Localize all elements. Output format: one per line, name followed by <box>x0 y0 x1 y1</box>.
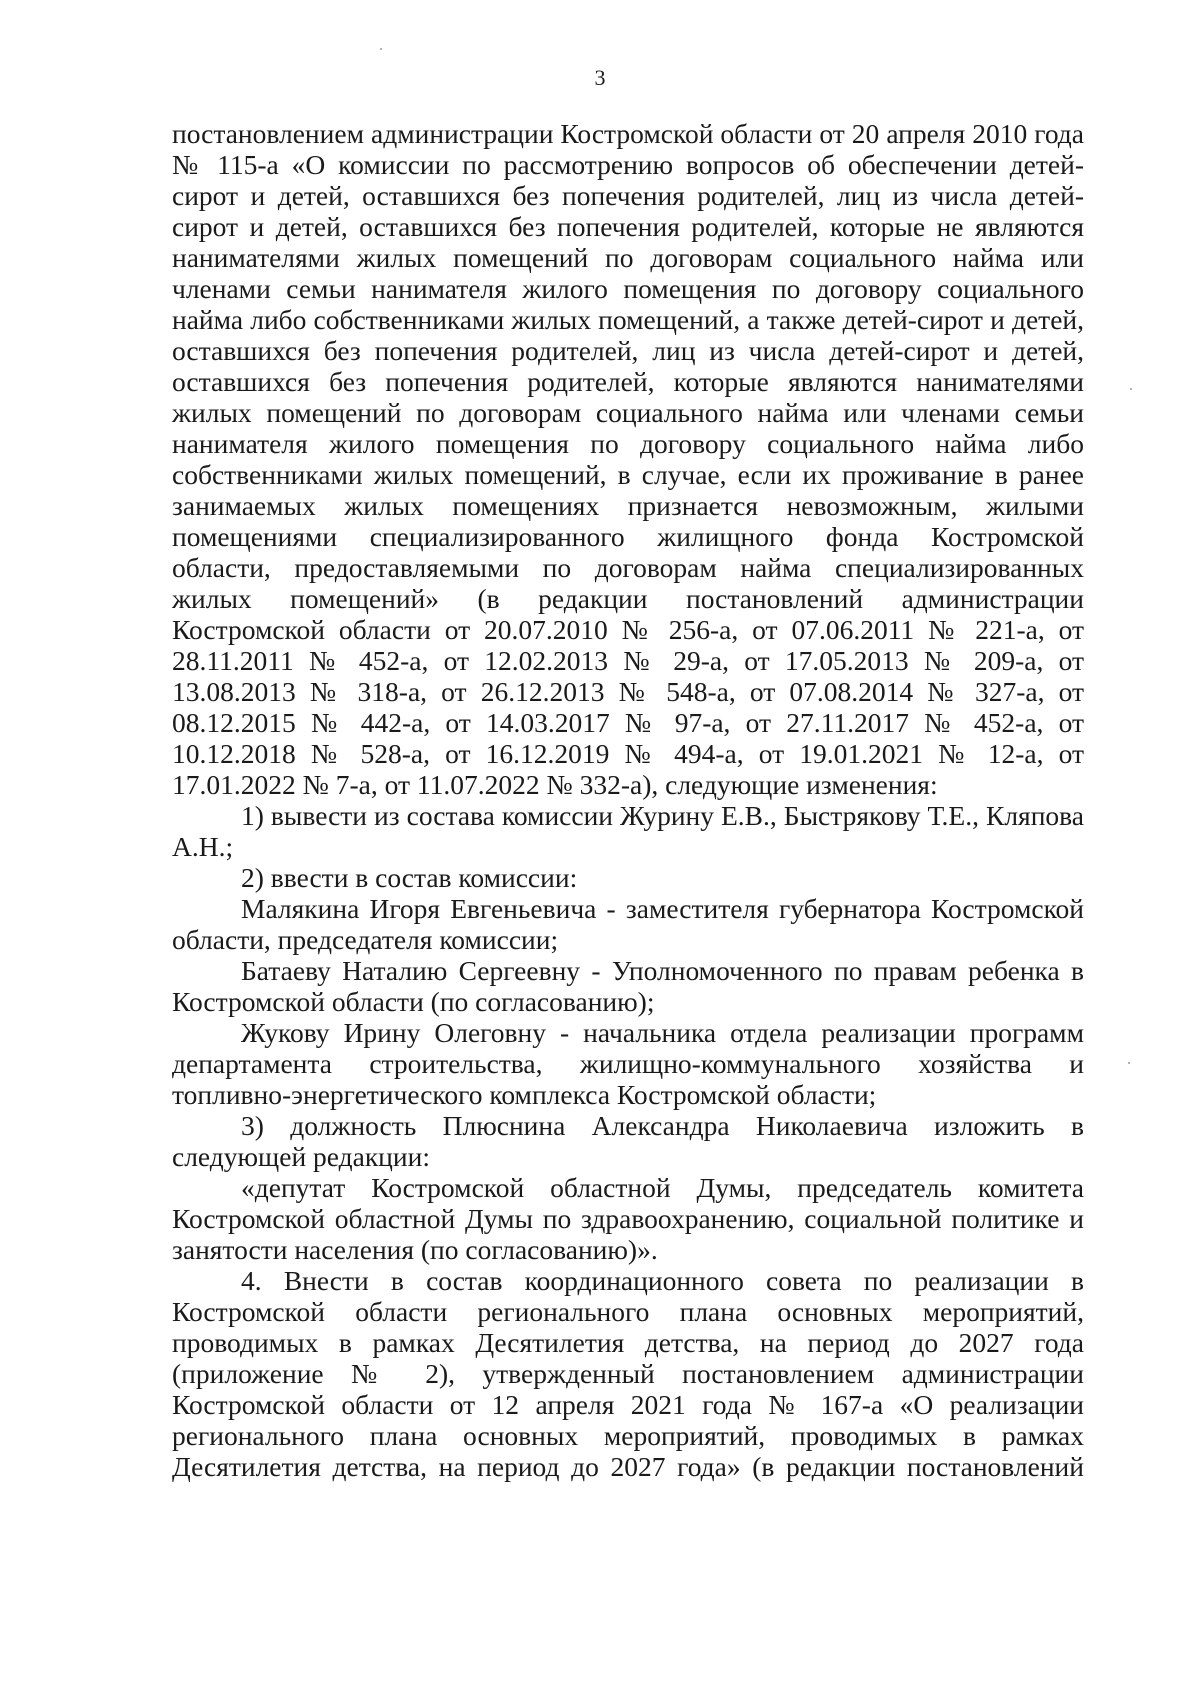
paragraph-item-4: 4. Внести в состав координационного совета по реализации в Костромской области регионального плана основных мероприятий, проводимых в рамках Десятилетия детства, на период до 2027 года (приложение № 2), утвержденный постановлением администрации Костромской области от 12 апреля 2021 года № 167-а «О реализации регионального плана основных мероприятий, проводимых в рамках Десятилетия детства, на период до 2027 года» (в редакции постановлений <box>172 1265 1084 1482</box>
scan-speck <box>1130 388 1132 390</box>
paragraph-amendment-intro: постановлением администрации Костромской области от 20 апреля 2010 года № 115-а «О комиссии по рассмотрению вопросов об обеспечении детей-сирот и детей, оставшихся без попечения родителей, лиц из числа детей-сирот и детей, оставшихся без попечения родителей, которые не являются нанимателями жилых помещений по договорам социального найма или членами семьи нанимателя жилого помещения по договору социального найма либо собственниками жилых помещений, а также детей-сирот и детей, оставшихся без попечения родителей, лиц из числа детей-сирот и детей, оставшихся без попечения родителей, которые являются нанимателями жилых помещений по договорам социального найма или членами семьи нанимателя жилого помещения по договору социального найма либо собственниками жилых помещений, в случае, если их проживание в ранее занимаемых жилых помещениях признается невозможным, жилыми помещениями специализированного жилищного фонда Костромской области, предоставляемыми по договорам найма специализированных жилых помещений» (в редакции постановлений администрации Костромской области от 20.07.2010 № 256-а, от 07.06.2011 № 221-а, от 28.11.2011 № 452-а, от 12.02.2013 № 29-а, от 17.05.2013 № 209-а, от 13.08.2013 № 318-а, от 26.12.2013 № 548-а, от 07.08.2014 № 327-а, от 08.12.2015 № 442-а, от 14.03.2017 № 97-а, от 27.11.2017 № 452-а, от 10.12.2018 № 528-а, от 16.12.2019 № 494-а, от 19.01.2021 № 12-а, от 17.01.2022 № 7-а, от 11.07.2022 № 332-а), следующие изменения: <box>172 118 1084 800</box>
paragraph-item-2: 2) ввести в состав комиссии: <box>241 862 578 893</box>
page-number: 3 <box>594 65 606 90</box>
paragraph-position-text: «депутат Костромской областной Думы, председатель комитета Костромской областной Думы по здравоохранению, социальной политике и занятости населения (по согласованию)». <box>172 1172 1084 1265</box>
paragraph-item-3: 3) должность Плюснина Александра Николаевича изложить в следующей редакции: <box>172 1110 1084 1172</box>
document-body <box>172 118 1084 1482</box>
scan-speck <box>1128 1062 1130 1064</box>
paragraph-member-bataeva: Батаеву Наталию Сергеевну - Уполномоченного по правам ребенка в Костромской области (по согласованию); <box>172 955 1084 1017</box>
paragraph-item-1: 1) вывести из состава комиссии Журину Е.В., Быстрякову Т.Е., Кляпова А.Н.; <box>172 800 1084 862</box>
paragraph-member-zhukova: Жукову Ирину Олеговну - начальника отдела реализации программ департамента строительства, жилищно-коммунального хозяйства и топливно-энергетического комплекса Костромской области; <box>172 1017 1084 1110</box>
scan-speck <box>380 48 382 50</box>
paragraph-member-malyakin: Малякина Игоря Евгеньевича - заместителя губернатора Костромской области, председателя комиссии; <box>172 893 1084 955</box>
